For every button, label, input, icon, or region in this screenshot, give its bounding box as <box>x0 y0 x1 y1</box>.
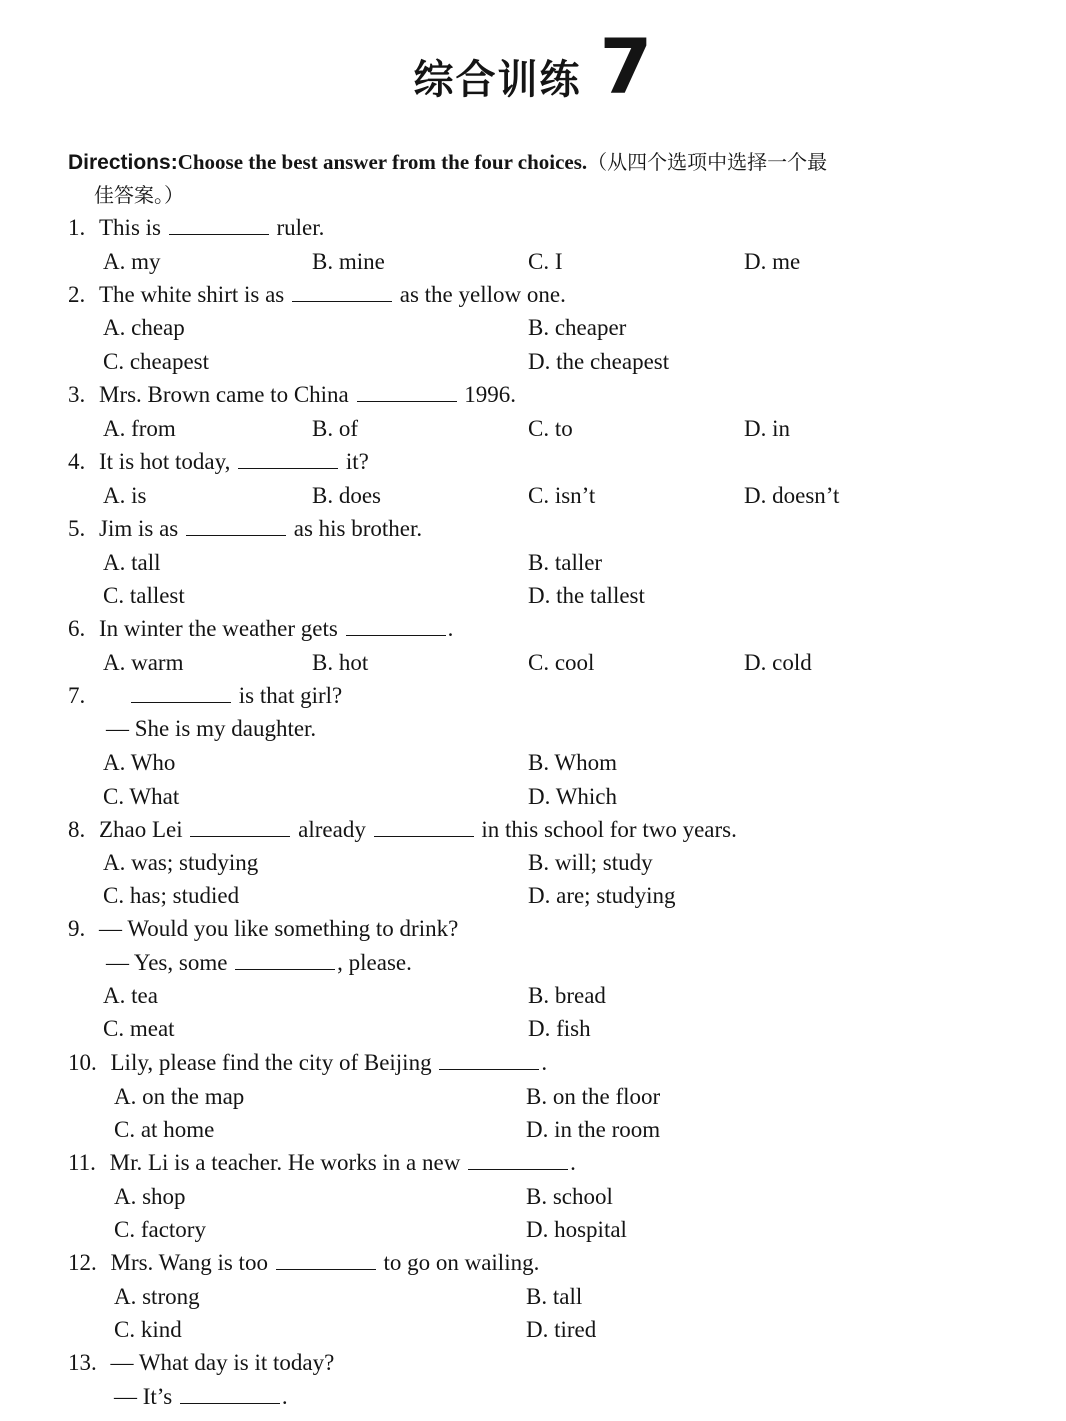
answer-blank[interactable] <box>190 814 290 837</box>
answer-blank[interactable] <box>169 212 269 235</box>
question-text: to go on wailing. <box>383 1250 540 1275</box>
question-text: . <box>541 1050 548 1075</box>
question-number: 2. <box>68 282 86 307</box>
option-a[interactable]: A. tea <box>103 983 158 1008</box>
option-c[interactable]: C. to <box>528 416 573 441</box>
answer-blank[interactable] <box>238 446 338 469</box>
option-d[interactable]: D. me <box>744 249 801 274</box>
answer-blank[interactable] <box>131 680 231 703</box>
directions-label: Directions <box>68 151 171 174</box>
question-number: 9. <box>68 916 86 941</box>
directions-colon: : <box>170 151 178 174</box>
question-text: — It’s <box>114 1384 173 1409</box>
answer-blank[interactable] <box>235 947 335 970</box>
page-title <box>0 22 1066 111</box>
question-number: 12. <box>68 1250 97 1275</box>
question-text: 1996. <box>464 382 517 407</box>
answer-blank[interactable] <box>276 1247 376 1270</box>
directions <box>68 146 998 211</box>
option-d[interactable]: D. fish <box>528 1016 591 1041</box>
title-text: 综合训练 <box>413 57 582 103</box>
answer-blank[interactable] <box>468 1147 568 1170</box>
answer-blank[interactable] <box>346 613 446 636</box>
option-b[interactable]: B. tall <box>526 1284 583 1309</box>
question-text: — What day is it today? <box>110 1350 335 1375</box>
option-d[interactable]: D. in <box>744 416 790 441</box>
question-number: 3. <box>68 382 86 407</box>
option-c[interactable]: C. has; studied <box>103 883 240 908</box>
option-d[interactable]: D. hospital <box>526 1217 627 1242</box>
answer-blank[interactable] <box>357 379 457 402</box>
question-number: 8. <box>68 817 86 842</box>
question-number: 7. <box>68 683 86 708</box>
option-a[interactable]: A. tall <box>103 550 161 575</box>
question-text: Mrs. Wang is too <box>110 1250 268 1275</box>
option-d[interactable]: D. cold <box>744 650 812 675</box>
question-number: 10. <box>68 1050 97 1075</box>
question-12 <box>68 1246 539 1279</box>
option-a[interactable]: A. cheap <box>103 315 185 340</box>
question-number: 13. <box>68 1350 97 1375</box>
question-text: . <box>447 616 454 641</box>
option-c[interactable]: C. I <box>528 249 563 274</box>
option-b[interactable]: B. does <box>312 483 381 508</box>
option-c[interactable]: C. cool <box>528 650 595 675</box>
option-c[interactable]: C. What <box>103 784 180 809</box>
option-d[interactable]: D. tired <box>526 1317 597 1342</box>
answer-blank[interactable] <box>180 1381 280 1404</box>
question-1 <box>68 211 324 244</box>
question-text: The white shirt is as <box>99 282 285 307</box>
option-a[interactable]: A. from <box>103 416 176 441</box>
question-10 <box>68 1046 547 1079</box>
question-7-reply: — She is my daughter. <box>106 716 317 741</box>
question-text: in this school for two years. <box>481 817 737 842</box>
option-d[interactable]: D. in the room <box>526 1117 661 1142</box>
question-5 <box>68 512 422 545</box>
answer-blank[interactable] <box>186 513 286 536</box>
question-number: 6. <box>68 616 86 641</box>
question-6 <box>68 612 453 645</box>
question-9-reply <box>106 946 412 979</box>
question-text: already <box>298 817 366 842</box>
answer-blank[interactable] <box>374 814 474 837</box>
option-d[interactable]: D. the tallest <box>528 583 645 608</box>
option-b[interactable]: B. school <box>526 1184 613 1209</box>
option-c[interactable]: C. cheapest <box>103 349 210 374</box>
question-text: Mr. Li is a teacher. He works in a new <box>109 1150 461 1175</box>
question-text: Zhao Lei <box>99 817 183 842</box>
option-c[interactable]: C. isn’t <box>528 483 596 508</box>
question-13-reply <box>114 1380 288 1413</box>
question-text: is that girl? <box>238 683 343 708</box>
question-number: 11. <box>68 1150 96 1175</box>
question-text: — Yes, some <box>106 950 228 975</box>
option-b[interactable]: B. of <box>312 416 358 441</box>
option-d[interactable]: D. are; studying <box>528 883 676 908</box>
option-a[interactable]: A. on the map <box>114 1084 245 1109</box>
question-text: . <box>281 1384 288 1409</box>
question-number: 5. <box>68 516 86 541</box>
option-a[interactable]: A. shop <box>114 1184 186 1209</box>
option-b[interactable]: B. mine <box>312 249 385 274</box>
option-a[interactable]: A. my <box>103 249 161 274</box>
question-text: as his brother. <box>293 516 423 541</box>
question-text: , please. <box>337 950 412 975</box>
option-b[interactable]: B. on the floor <box>526 1084 661 1109</box>
question-13 <box>68 1346 334 1379</box>
question-text: — Would you like something to drink? <box>99 916 459 941</box>
option-c[interactable]: C. kind <box>114 1317 182 1342</box>
question-text: It is hot today, <box>99 449 231 474</box>
option-a[interactable]: A. is <box>103 483 147 508</box>
question-number: 4. <box>68 449 86 474</box>
question-2 <box>68 278 566 311</box>
directions-cn-1: （从四个选项中选择一个最 <box>587 150 828 174</box>
question-text: In winter the weather gets <box>99 616 338 641</box>
option-a[interactable]: A. warm <box>103 650 184 675</box>
question-text: it? <box>345 449 369 474</box>
directions-cn-2: 佳答案。） <box>94 183 184 207</box>
option-b[interactable]: B. will; study <box>528 850 653 875</box>
title-number: 7 <box>599 22 653 111</box>
option-b[interactable]: B. cheaper <box>528 315 627 340</box>
directions-text: Choose the best answer from the four choices. <box>177 150 588 174</box>
question-3 <box>68 378 516 411</box>
option-a[interactable]: A. Who <box>103 750 176 775</box>
question-text: Mrs. Brown came to China <box>99 382 349 407</box>
question-7 <box>68 679 342 712</box>
option-d[interactable]: D. Which <box>528 784 618 809</box>
question-text: as the yellow one. <box>399 282 566 307</box>
question-text: . <box>570 1150 576 1175</box>
question-11 <box>68 1146 576 1179</box>
question-text: This is <box>99 215 161 240</box>
question-8 <box>68 813 737 846</box>
option-c[interactable]: C. tallest <box>103 583 185 608</box>
option-c[interactable]: C. meat <box>103 1016 175 1041</box>
question-text: Jim is as <box>99 516 179 541</box>
question-text: Lily, please find the city of Beijing <box>110 1050 432 1075</box>
question-text: ruler. <box>276 215 325 240</box>
answer-blank[interactable] <box>439 1047 539 1070</box>
option-b[interactable]: B. taller <box>528 550 603 575</box>
option-c[interactable]: C. factory <box>114 1217 206 1242</box>
option-d[interactable]: D. the cheapest <box>528 349 670 374</box>
option-c[interactable]: C. at home <box>114 1117 215 1142</box>
question-4 <box>68 445 369 478</box>
option-d[interactable]: D. doesn’t <box>744 483 840 508</box>
option-b[interactable]: B. Whom <box>528 750 618 775</box>
question-number: 1. <box>68 215 86 240</box>
option-a[interactable]: A. was; studying <box>103 850 259 875</box>
answer-blank[interactable] <box>292 279 392 302</box>
option-a[interactable]: A. strong <box>114 1284 200 1309</box>
question-9 <box>68 912 458 945</box>
option-b[interactable]: B. hot <box>312 650 369 675</box>
option-b[interactable]: B. bread <box>528 983 606 1008</box>
